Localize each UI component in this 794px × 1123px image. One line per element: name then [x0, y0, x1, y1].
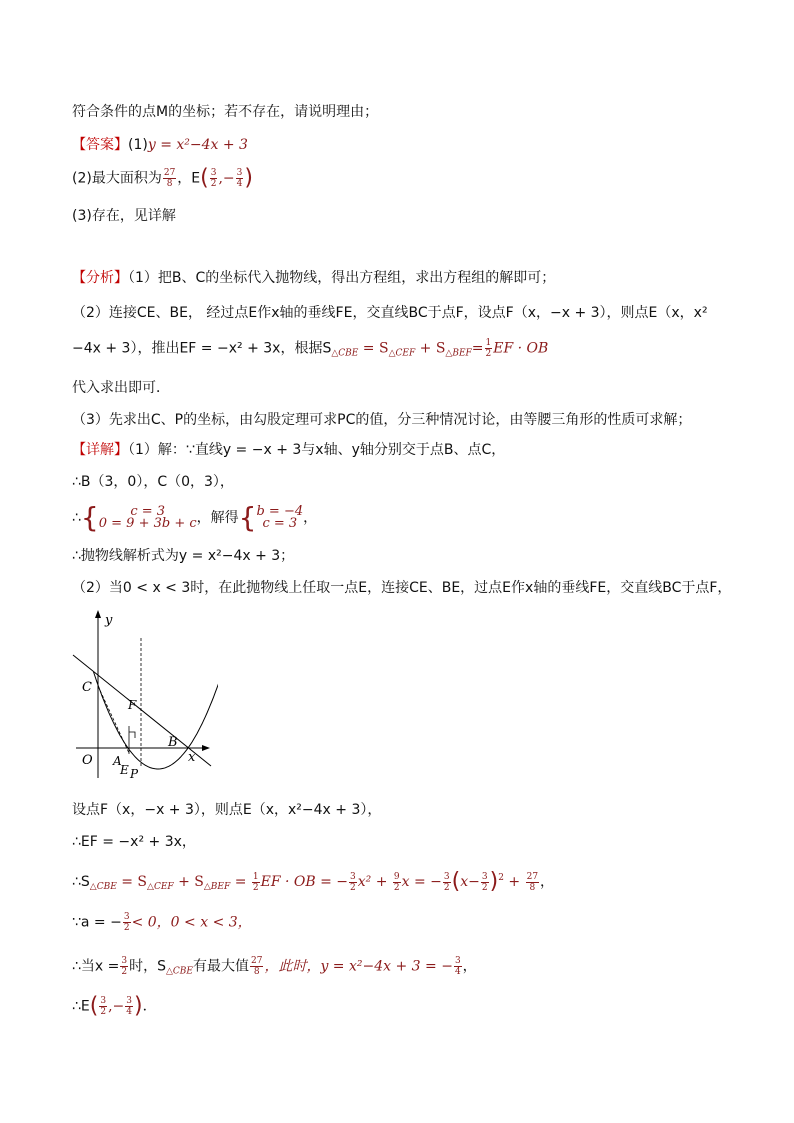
answer-line-2: (2)最大面积为 $\frac{27}{8}$ ，E( $\frac{3}{2}$ ,− $\frac{3}{4}$ )	[72, 165, 253, 191]
label-x: x	[188, 750, 196, 765]
label-b: B	[168, 735, 178, 750]
solution-system: b = −4 c = 3	[256, 504, 304, 531]
analysis-line-5: （3）先求出C、P的坐标，由勾股定理可求PC的值，分三种情况讨论，由等腰三角形的性质可求解；	[72, 412, 692, 428]
label-e: E	[120, 763, 129, 777]
label-f: F	[128, 698, 137, 712]
detail-line-11: ∴E( $\frac{3}{2}$ ,− $\frac{3}{4}$ )．	[72, 993, 157, 1019]
parabola-curve	[94, 658, 219, 769]
analysis-line-3: −4x + 3），推出EF = −x² + 3x，根据$S_{\triangle CBE} = S_{\triangle CEF} + S_{\triangle BEF}=$ $\frac{1}{2}$ EF · OB	[72, 338, 549, 359]
answer-line-1: 【答案】(1)y = x²−4x + 3	[72, 137, 248, 153]
answer-line-3: (3)存在，见详解	[72, 208, 176, 224]
detail-line-4: ∴抛物线解析式为y = x²−4x + 3；	[72, 548, 295, 564]
label-p: P	[130, 767, 139, 781]
detail-line-2: ∴B（3，0），C（0，3），	[72, 474, 234, 490]
detail-line-1: 【详解】（1）解：∵直线y = −x + 3与x轴、y轴分别交于点B、点C，	[72, 442, 506, 458]
detail-line-9: ∵a = − $\frac{3}{2}$ < 0，0 < x < 3，	[72, 912, 252, 933]
detail-tag: 【详解】	[72, 442, 128, 458]
detail-line-10: ∴当x = $\frac{3}{2}$ 时，$S_{\triangle CBE}$有最大值 $\frac{27}{8}$ ，此时，y = x²−4x + 3 = − $\frac{3}{4}$ ，	[72, 956, 477, 977]
answer-tag: 【答案】	[72, 137, 128, 153]
answer-1-equation: y = x²−4x + 3	[147, 137, 248, 153]
x-axis-arrow	[202, 745, 210, 751]
detail-line-8: $\therefore S_{\triangle CBE} = S_{\triangle CEF} + S_{\triangle BEF}$ = $\frac{1}{2}$ EF · OB = − $\frac{3}{2}$ x² + $\frac{9}{2}$ x = − $\frac{3}{2}$ (x− $\frac{3}{2}$ )$^2$ + $\frac{27}{8}$ ，	[72, 869, 555, 894]
analysis-line-1: 【分析】（1）把B、C的坐标代入抛物线，得出方程组，求出方程组的解即可；	[72, 270, 556, 286]
parabola-figure	[68, 608, 218, 783]
detail-line-6: 设点F（x，−x + 3），则点E（x，x²−4x + 3），	[72, 802, 382, 818]
analysis-line-2: （2）连接CE、BE， 经过点E作x轴的垂线FE，交直线BC于点F，设点F（x，−x + 3），则点E（x，x²	[72, 305, 708, 321]
label-y: y	[105, 613, 113, 628]
equation-system: c = 3 0 = 9 + 3b + c	[98, 504, 197, 531]
detail-line-7: ∴EF = −x² + 3x，	[72, 834, 196, 850]
detail-line-3: ∴{ c = 3 0 = 9 + 3b + c ，解得{ b = −4 c = 3 ，	[72, 501, 318, 534]
label-o: O	[82, 753, 93, 768]
analysis-line-4: 代入求出即可．	[72, 380, 170, 396]
right-angle-mark	[129, 732, 135, 738]
y-axis-arrow	[95, 610, 101, 618]
analysis-tag: 【分析】	[72, 270, 128, 286]
label-c: C	[82, 680, 92, 695]
detail-line-5: （2）当0 < x < 3时，在此抛物线上任取一点E，连接CE、BE，过点E作x轴的垂线FE，交直线BC于点F，	[72, 580, 732, 596]
label-a: A	[113, 754, 122, 768]
max-area-fraction: $\frac{27}{8}$	[163, 168, 176, 189]
question-tail: 符合条件的点M的坐标；若不存在，请说明理由；	[72, 104, 379, 120]
